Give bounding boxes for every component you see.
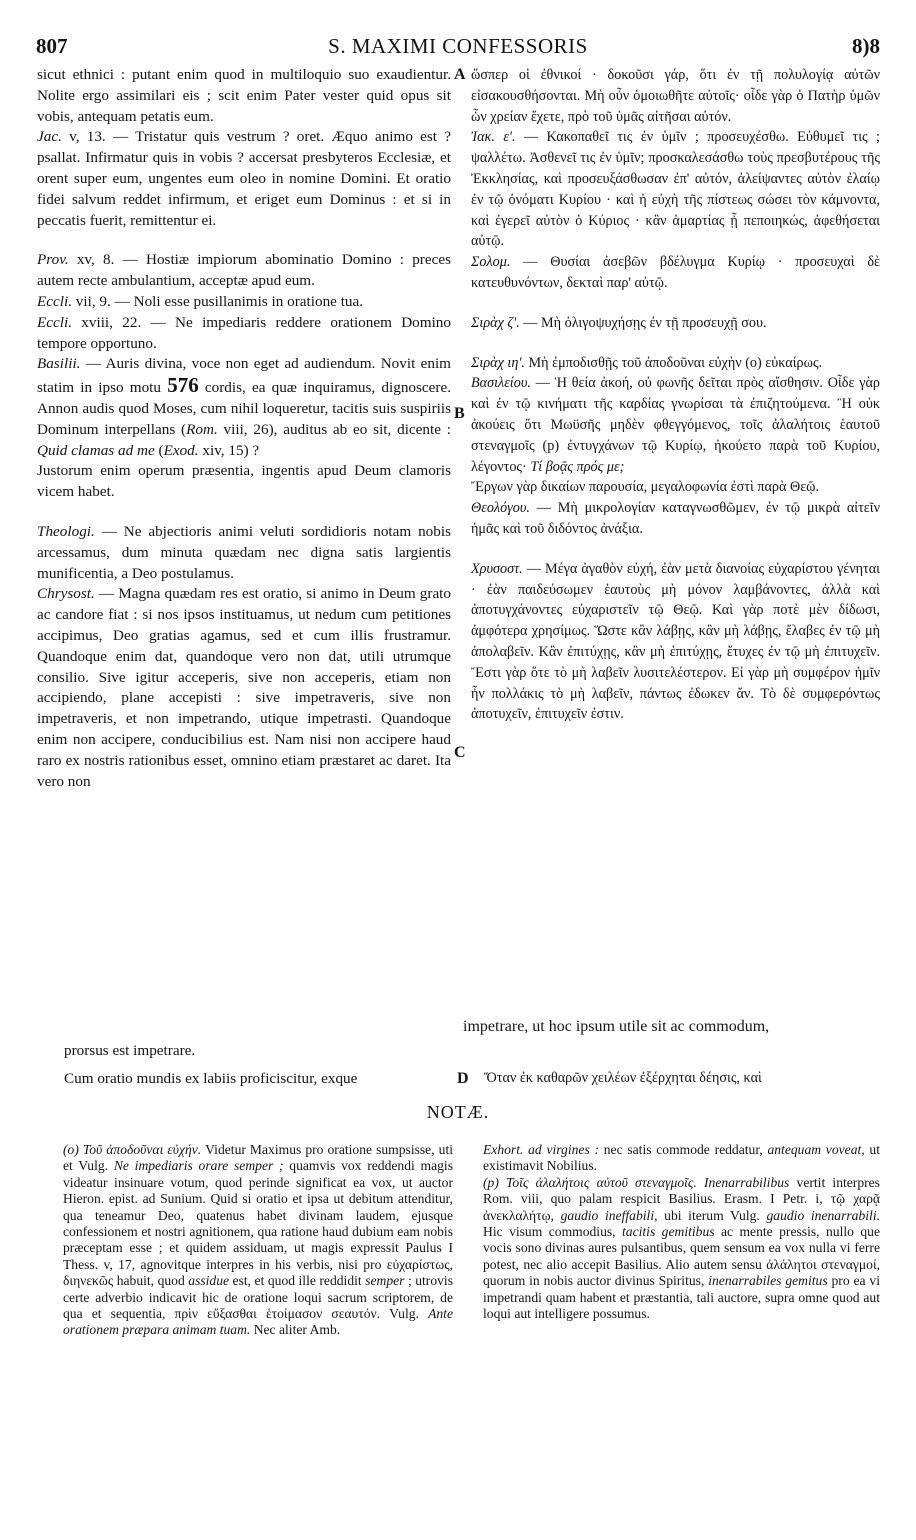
- margin-letter-a: A: [454, 66, 466, 83]
- author-reference: Basilii.: [37, 355, 81, 373]
- note-text: vertit interpres Rom. viii, quo palam respicit Basilius. Erasm. I Petr. i, τῷ χαρᾷ ἀνεκλαλήτῳ,: [483, 1174, 880, 1223]
- greek-text: — Μὴ μικρολογίαν καταγνωσθῶμεν, ἐν τῷ μικρὰ αἰτεῖν ἡμᾶς καὶ τοῦ διδόντος ἀνάξια.: [471, 500, 880, 537]
- greek-paragraph: Ἔργων γὰρ δικαίων παρουσία, μεγαλοφωνία ἐστὶ παρὰ Θεῷ.: [471, 479, 820, 496]
- scripture-reference: Exod.: [163, 441, 199, 459]
- author-reference: Chrysost.: [37, 585, 95, 603]
- note-text: Nec aliter Amb.: [250, 1322, 341, 1338]
- note-quote: assidue: [188, 1273, 230, 1289]
- author-reference: Χρυσοστ.: [471, 560, 523, 577]
- note-text: pro ea vi impetrandi quam habent et præstantia, tali auctore, supra omne quod aut loqui aut intelligere possumus.: [483, 1273, 880, 1322]
- latin-paragraph: sicut ethnici : putant enim quod in multiloquio suo exaudientur. Nolite ergo assimilari eis ; scit enim Pater vester quid opus sit vobis, antequam petatis eum.: [37, 66, 451, 125]
- note-text: ubi iterum Vulg.: [657, 1207, 767, 1223]
- note-text: Hic visum commodius,: [483, 1224, 623, 1240]
- note-quote: semper: [365, 1273, 405, 1289]
- scripture-reference: Σολομ.: [471, 254, 511, 271]
- latin-last-line: Cum oratio mundis ex labiis proficiscitur, exque: [64, 1070, 358, 1087]
- scripture-reference: Jac.: [37, 128, 62, 146]
- author-reference: Θεολόγου.: [471, 500, 530, 517]
- greek-text: Μὴ ἐμποδισθῇς τοῦ ἀποδοῦναι εὐχὴν (o) εὐκαίρως.: [524, 354, 823, 371]
- quotation: Quid clamas ad me: [37, 441, 155, 459]
- note-quote: antequam voveat,: [767, 1142, 865, 1157]
- greek-paragraph: ὥσπερ οἱ ἐθνικοί · δοκοῦσι γάρ, ὅτι ἐν τῇ πολυλογίᾳ αὐτῶν εἰσακουσθήσονται. Μὴ οὖν ὁμοιωθῆτε αὐτοῖς· οἶδε γὰρ ὁ Πατὴρ ὑμῶν ὧν χρείαν ἔχετε, πρὸ τοῦ ὑμᾶς αἰτῆσαι αὐτόν.: [471, 67, 880, 125]
- note-label: (p) Τοῖς ἀλαλήτοις αὐτοῦ στεναγμοῖς.: [483, 1174, 697, 1190]
- greek-text: — Κακοπαθεῖ τις ἐν ὑμῖν ; προσευχέσθω. Εὐθυμεῖ τις ; ψαλλέτω. Ἀσθενεῖ τις ἐν ὑμῖν; προσκαλεσάσθω τοὺς πρεσβυτέρους τῆς Ἐκκλησίας, καὶ προσευξάσθωσαν ἐπ' αὐτόν, ἀλείψαντες αὐτὸν ἐλαίῳ ἐν τῷ ὀνόματι Κυρίου · καὶ ἡ εὐχὴ τῆς πίστεως σώσει τὸν κάμνοντα, καὶ ἐγερεῖ αὐτὸν ὁ Κύριος · κἂν ἁμαρτίας ᾖ πεποιηκώς, ἀφεθήσεται αὐτῷ.: [471, 129, 880, 250]
- scripture-reference: Σιρὰχ ζ'.: [471, 314, 520, 331]
- greek-last-line: Ὅταν ἐκ καθαρῶν χειλέων ἐξέρχηται δέησις, καὶ: [484, 1070, 762, 1086]
- scripture-reference: Prov.: [37, 251, 69, 269]
- scripture-reference: Eccli.: [37, 313, 72, 331]
- note-quote: gaudio ineffabili,: [560, 1207, 658, 1223]
- latin-text: vii, 9. — Noli esse pusillanimis in oratione tua.: [72, 292, 364, 310]
- latin-paragraph: [37, 354, 451, 461]
- latin-text: — Auris divina, voce non eget ad audiendum. Novit enim statim in ipso motu: [37, 355, 451, 397]
- author-reference: Theologi.: [37, 522, 95, 540]
- latin-text: — Magna quædam res est oratio, si animo in Deum grato ac candore fiat : si nos ipsos instituamus, ut nedum cum petitiones accipimus, Deo gratias agamus, sed et cum illis frustramur. Quandoque enim dat, quandoque vero non dat, utili utrumque consilio. Sive igitur acceperis, sive non acceperis, etiam non accipiendo, plane accepisti : sive impetraveris, sive non impetraveris, et non impetrando, utique impetrasti. Quandoque enim non accipere, conducibilius est. Nam nisi non accipere haud raro ex nostris rationibus esset, omnino etiam præstaret ac daret. Ita vero non: [37, 585, 451, 790]
- running-header: [0, 34, 916, 64]
- latin-continuation: prorsus est impetrare.: [64, 1042, 196, 1059]
- note-quote: tacitis gemitibus: [622, 1224, 715, 1240]
- greek-text: — Θυσίαι ἀσεβῶν βδέλυγμα Κυρίῳ · προσευχαὶ δὲ κατευθυνόντων, δεκταὶ παρ' αὐτῷ.: [471, 254, 880, 291]
- greek-paragraph: [471, 353, 880, 374]
- latin-paragraph: [37, 250, 451, 292]
- margin-letter-b: B: [454, 405, 465, 422]
- margin-letter-d: D: [457, 1070, 469, 1087]
- greek-paragraph: [471, 498, 880, 540]
- greek-paragraph: [471, 373, 880, 477]
- spanning-line: impetrare, ut hoc ipsum utile sit ac commodum,: [463, 1018, 770, 1035]
- greek-paragraph: [471, 127, 880, 252]
- note-label: (o) Τοῦ ἀποδοῦναι εὐχήν.: [63, 1142, 202, 1157]
- greek-text: — Ἡ θεία ἀκοή, οὐ φωνῆς δεῖται πρὸς αἴσθησιν. Οἶδε γὰρ καὶ ἐν τῷ κινήματι τῆς καρδίας γνωρίσαι τὰ ἐπιζητούμενα. Ἢ οὐκ ἀκούεις ὅτι Μωϋσῆς μηδὲν φθεγγόμενος, τοῖς ἀλαλήτοις ἑαυτοῦ στεναγμοῖς (p) ἐντυγχάνων τῷ Κυρίῳ, ἠκούετο παρὰ τοῦ Κυρίου, λέγοντος·: [471, 375, 880, 475]
- latin-text: (: [154, 441, 164, 459]
- latin-paragraph: Justorum enim operum præsentia, ingentis apud Deum clamoris vicem habet.: [37, 462, 451, 501]
- greek-paragraph: [471, 313, 880, 334]
- latin-paragraph: [37, 127, 451, 231]
- latin-text: xviii, 22. — Ne impediaris reddere orationem Domino tempore opportuno.: [37, 313, 451, 352]
- note-text: ac mente pressis, nullo que vocis sono divinas aures pulsantibus, quem sensum ea vox nulla vi ferre potest, nec alio accepit Basilius. Alio autem sensu ἀλάλητοι στεναγμοί, quorum in nobis auctor divinus Spiritus,: [483, 1224, 880, 1289]
- note-quote: Exhort. ad virgines :: [483, 1142, 600, 1157]
- author-reference: Βασιλείου.: [471, 375, 531, 392]
- note-text: est, et quod ille reddidit: [229, 1273, 366, 1289]
- note-quote: gaudio inenarrabili.: [766, 1207, 880, 1223]
- scripture-reference: Rom.: [186, 420, 218, 438]
- running-title: S. MAXIMI CONFESSORIS: [328, 34, 588, 58]
- note-quote: inenarrabiles gemitus: [708, 1273, 828, 1289]
- greek-column: [471, 65, 880, 725]
- scripture-reference: Σιρὰχ ιη'.: [471, 354, 525, 371]
- scripture-reference: Eccli.: [37, 292, 72, 310]
- greek-paragraph: [471, 559, 880, 725]
- note-quote: Ne impediaris orare semper ;: [113, 1158, 284, 1174]
- note-quote: Ante orationem præpara animam tuam.: [63, 1306, 453, 1338]
- greek-text: — Μὴ ὀλιγοψυχήσῃς ἐν τῇ προσευχῇ σου.: [519, 314, 767, 331]
- quotation: Τί βοᾷς πρός με;: [530, 458, 625, 475]
- margin-letter-c: C: [454, 744, 466, 761]
- page-number-right: 8)8: [852, 34, 880, 58]
- note-text: Videtur Maximus pro oratione sumpsisse, uti et Vulg.: [63, 1142, 454, 1174]
- note-p: [483, 1175, 880, 1323]
- latin-text: cordis, ea quæ inquiramus, dignoscere. Annon audis quod Moses, cum nihil loqueretur, tacitis suis suspiriis Dominum interpellans (: [37, 379, 451, 438]
- latin-paragraph: [37, 522, 451, 584]
- note-o-continued: [483, 1142, 880, 1175]
- latin-text: xv, 8. — Hostiæ impiorum abominatio Domino : preces autem recte ambulantium, acceptæ apud eum.: [37, 251, 451, 290]
- note-quote: Inenarrabilibus: [696, 1174, 790, 1190]
- note-text: ; utrovis certe adverbio indicavit hic de oratione loqui sacrum scriptorem, de qua et sequentia, πρὶν εὔξασθαι ἑτοίμασον σεαυτόν. Vulg.: [63, 1273, 453, 1322]
- greek-paragraph: [471, 252, 880, 294]
- scripture-reference: Ἰακ. ε'.: [471, 129, 516, 146]
- notes-column-right: [483, 1142, 880, 1322]
- note-text: nec satis commode reddatur,: [599, 1142, 768, 1157]
- page-number-left: 807: [36, 34, 68, 58]
- latin-text: xiv, 15) ?: [198, 441, 260, 459]
- latin-column: [37, 65, 451, 792]
- greek-text: — Μέγα ἀγαθὸν εὐχή, ἐὰν μετὰ διανοίας εὐχαρίστου γένηται · ἐὰν παιδεύσωμεν ἑαυτοὺς μὴ μόνον λαμβάνοντες, ἀλλὰ καὶ ἀποτυγχάνοντες εὐχαριστεῖν τῷ Θεῷ. Καὶ γὰρ ποτὲ μὲν δίδωσι, ἀμφότερα χρησίμως. Ὥστε κἂν λάβῃς, κἂν μὴ λάβῃς, ἔλαβες ἐν τῷ μὴ ἀπολαβεῖν. Κἂν ἐπιτύχῃς, κἂν μὴ ἐπιτύχῃς, ἔτυχες ἐν τῷ μὴ ἐπιτυχεῖν. Ἔστι γὰρ ὅτε τὸ μὴ λαβεῖν λυσιτελέστερον. Εἰ γὰρ μὴ συμφέρον ἡμῖν ἦν πολλάκις τὸ μὴ λαβεῖν, πάντως ἐδωκεν ἄν. Τὸ δὲ συμφερόντως ἀποτυχεῖν, ἐπιτυχεῖν ἐστιν.: [471, 560, 880, 723]
- note-o: [63, 1142, 453, 1339]
- latin-text: — Ne abjectioris animi veluti sordidioris notam nobis arcessamus, dum minuta quædam nec digna satis largientis munificentia, a Deo postulamus.: [37, 522, 451, 582]
- notes-column-left: [63, 1142, 453, 1339]
- latin-paragraph: [37, 584, 451, 792]
- note-text: ut existimavit Nobilius.: [483, 1142, 880, 1174]
- latin-paragraph: [37, 292, 451, 313]
- latin-text: viii, 26), auditus ab eo sit, dicente :: [217, 420, 451, 438]
- latin-text: v, 13. — Tristatur quis vestrum ? oret. Æquo animo est ? psallat. Infirmatur quis in vobis ? accersat presbyteros Ecclesiæ, et orent super eum, ungentes eum oleo in nomine Domini. Et oratio fidei salvum reddet infirmum, et eriget eum Dominus : et si in peccatis fuerit, remittentur ei.: [37, 128, 451, 229]
- latin-paragraph: [37, 313, 451, 355]
- note-text: quamvis vox reddendi magis videatur insinuare votum, quod perinde significat ea vox, ut auctor Hieron. epist. ad Sunium. Quid si oratio et ipsa ut debitum attenditur, qua teneamur Deo, quatenus habet divinam laudem, ejusque confessionem et nostri agnitionem, qua ratione haud dubium eam nobis præceptam esse ; et quidem assiduam, ut magis expressit Paulus I Thess. v, 17, agnovitque interpres in his verbis, nisi pro εὐχαρίστως, διηνεκῶς habuit, quod: [63, 1158, 453, 1289]
- column-number: 576: [167, 373, 199, 398]
- notes-heading: NOTÆ.: [426, 1102, 490, 1122]
